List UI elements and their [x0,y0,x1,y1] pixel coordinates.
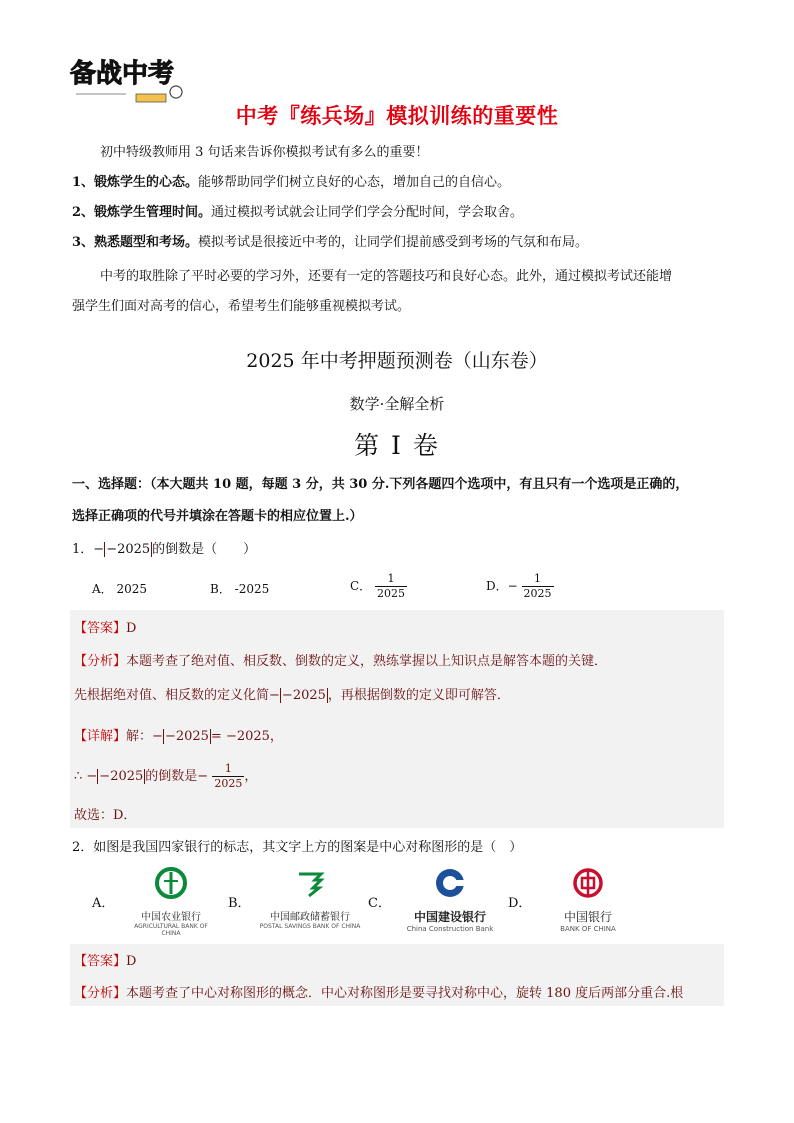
q2-option-b-label: B． [228,896,251,911]
q1-analysis: 【分析】本题考查了绝对值、相反数、倒数的定义，熟练掌握以上知识点是解答本题的关键． [74,654,608,669]
headline: 中考『练兵场』模拟训练的重要性 [235,104,559,128]
exam-subtitle: 数学·全解全析 [349,395,445,413]
q1-analysis-2: 先根据绝对值、相反数的定义化简− −2025 ，再根据倒数的定义即可解答． [74,688,510,703]
logo-text: 备战中考 [70,59,175,89]
q2-option-b-logo: 中国邮政储蓄银行 POSTAL SAVINGS BANK OF CHINA [258,866,362,932]
q1-option-b: B． -2025 [210,582,270,596]
ccb-bank-icon [433,866,467,900]
boc-bank-icon [571,866,605,900]
q1-answer: 【答案】D [74,621,137,636]
intro-point-2: 2、锻炼学生管理时间。通过模拟考试就会让同学们学会分配时间，学会取舍。 [72,205,524,220]
intro-point-1: 1、锻炼学生的心态。能够帮助同学们树立良好的心态，增加自己的自信心。 [72,175,511,190]
q2-option-c-logo: 中国建设银行 China Construction Bank [398,866,502,932]
q1-detail: 【详解】解：− −2025 = −2025， [74,729,283,744]
q1-detail-2: ∴ − −2025 的倒数是− $\frac{1}{2025}$ ， [74,762,258,790]
q2-stem: 2．如图是我国四家银行的标志，其文字上方的图案是中心对称图形的是（ ） [72,840,523,855]
q2-option-a-logo: 中国农业银行 AGRICULTURAL BANK OF CHINA [126,866,216,932]
q1-option-d: D．− $\frac{1}{2025}$ [486,572,552,600]
q1-option-c: C． $\frac{1}{2025}$ [350,572,406,600]
q2-option-d-logo: 中国银行 BANK OF CHINA [540,866,636,932]
exam-title: 2025 年中考押题预测卷（山东卷） [246,350,548,372]
intro-lead: 初中特级教师用 3 句话来告诉你模拟考试有多么的重要！ [100,145,429,160]
intro-closing-2: 强学生们面对高考的信心，希望考生们能够重视模拟考试。 [72,299,411,314]
q2-option-a-label: A． [92,896,115,911]
intro-point-3: 3、熟悉题型和考场。模拟考试是很接近中考的，让同学们提前感受到考场的气氛和布局。 [72,235,589,250]
intro-closing-1: 中考的取胜除了平时必要的学习外，还要有一定的答题技巧和良好心态。此外，通过模拟考试还能增 [100,269,673,284]
q2-analysis: 【分析】本题考查了中心对称图形的概念．中心对称图形是要寻找对称中心，旋转 180 度后两部分重合.根 [74,986,684,1001]
q1-answer-box [70,610,724,828]
exam-volume: 第 I 卷 [354,431,440,460]
q2-option-c-label: C． [368,896,391,911]
q1-stem: 1．− −2025 的倒数是（ ） [72,542,257,557]
q1-choose: 故选：D． [74,808,137,823]
abc-bank-icon [154,866,188,900]
q2-answer: 【答案】D [74,954,137,969]
postal-bank-icon [293,866,327,900]
q1-option-a: A． 2025 [92,582,148,596]
q2-option-d-label: D． [508,896,532,911]
section-heading: 一、选择题：（本大题共 10 题，每题 3 分，共 30 分.下列各题四个选项中，有且只有一个选项是正确的， 选择正确项的代号并填涂在答题卡的相应位置上.） [72,477,689,524]
